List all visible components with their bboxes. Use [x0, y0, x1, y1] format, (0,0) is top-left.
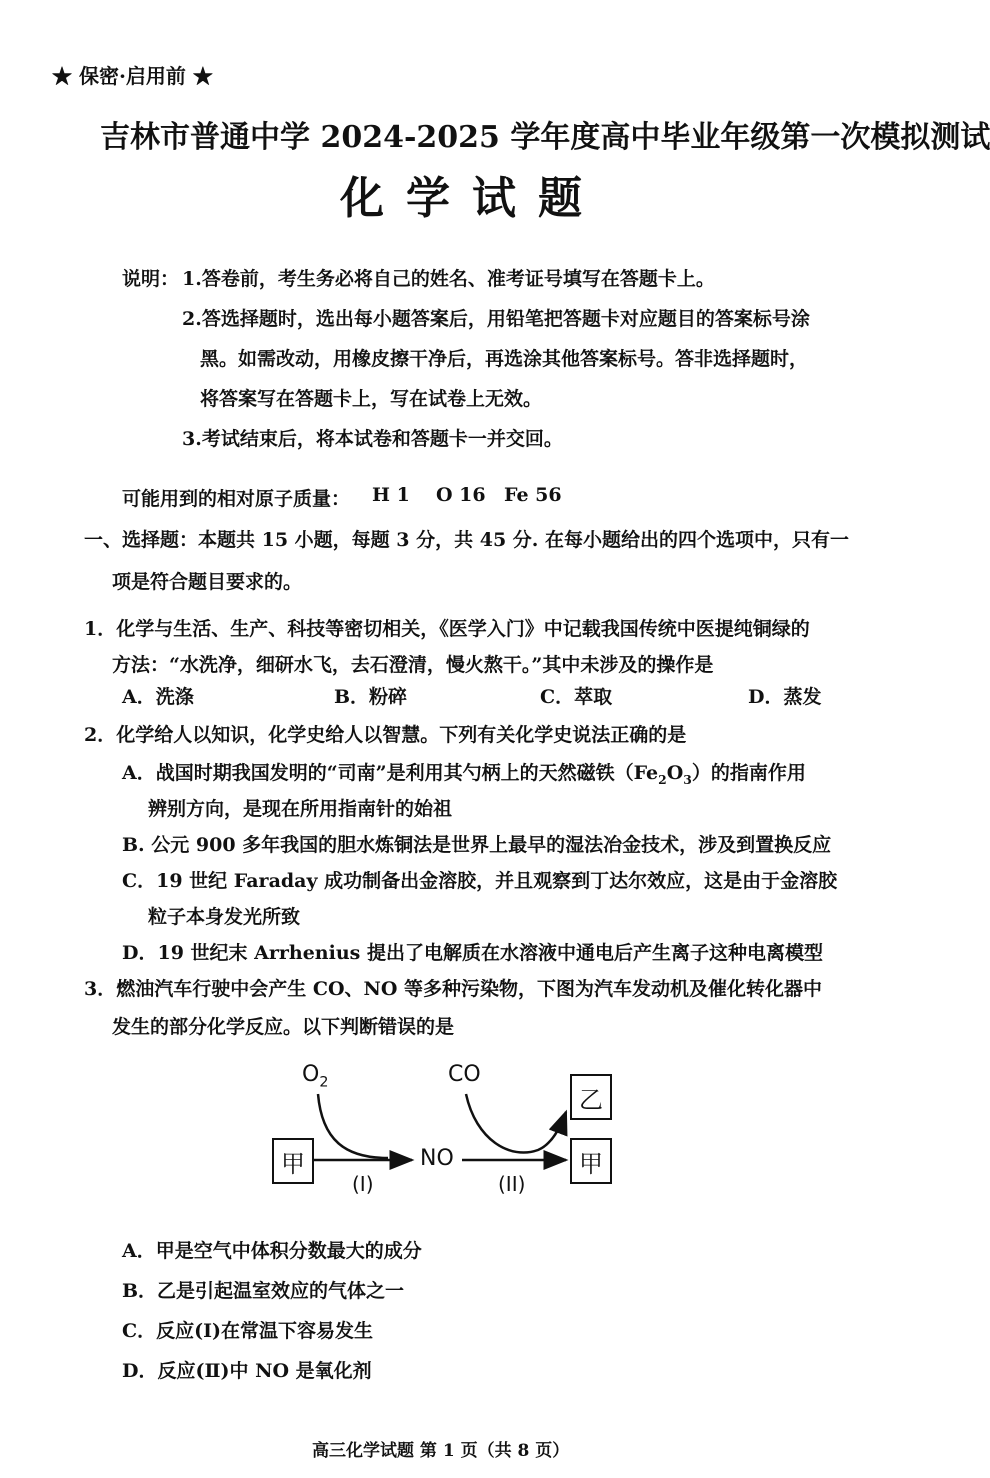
exam-title: 吉林市普通中学 2024-2025 学年度高中毕业年级第一次模拟测试	[100, 120, 990, 155]
atomic-mass-fe: Fe 56	[504, 484, 562, 506]
q3-option-a: A．甲是空气中体积分数最大的成分	[122, 1240, 422, 1262]
q2-option-b: B. 公元 900 多年我国的胆水炼铜法是世界上最早的湿法冶金技术，涉及到置换反应	[122, 834, 832, 856]
o2-label: $O_2$	[302, 1062, 329, 1091]
q3-option-c: C．反应(Ⅰ)在常温下容易发生	[122, 1320, 373, 1342]
q2-option-a: A．战国时期我国发明的“司南”是利用其勺柄上的天然磁铁$(Fe_2O_3)$的指南作用	[122, 762, 806, 787]
q3-stem-cont: 发生的部分化学反应。以下判断错误的是	[112, 1016, 455, 1038]
atomic-mass-h: H 1	[372, 484, 410, 506]
instruction-item-3: 3.考试结束后，将本试卷和答题卡一并交回。	[182, 428, 563, 450]
q2-option-c-cont: 粒子本身发光所致	[148, 906, 301, 928]
q3-option-d: D．反应(Ⅱ)中 NO 是氧化剂	[122, 1360, 372, 1382]
q3-option-b: B．乙是引起温室效应的气体之一	[122, 1280, 405, 1302]
jia-box-right: 甲	[570, 1138, 612, 1184]
q3-stem: 3．燃油汽车行驶中会产生 CO、NO 等多种污染物，下图为汽车发动机及催化转化器中	[84, 978, 823, 1000]
subject-title: 化学试题	[340, 173, 604, 224]
q1-option-a: A．洗涤	[122, 686, 194, 708]
q1-stem-cont: 方法：“水洗净，细研水飞，去石澄清，慢火熬干。”其中未涉及的操作是	[112, 654, 714, 676]
q2-option-c: C．19 世纪 Faraday 成功制备出金溶胶，并且观察到丁达尔效应，这是由于金溶胶	[122, 870, 838, 892]
jia-box-left: 甲	[272, 1138, 314, 1184]
q2-stem: 2．化学给人以知识，化学史给人以智慧。下列有关化学史说法正确的是	[84, 724, 687, 746]
section1-heading-cont: 项是符合题目要求的。	[112, 571, 303, 593]
page-footer: 高三化学试题 第 1 页（共 8 页）	[312, 1441, 570, 1461]
reaction-2-label: (II)	[498, 1172, 526, 1196]
instruction-item-2: 2.答选择题时，选出每小题答案后，用铅笔把答题卡对应题目的答案标号涂	[182, 308, 810, 330]
instruction-item-2-end: 将答案写在答题卡上，写在试卷上无效。	[200, 388, 543, 410]
instructions-label: 说明：	[122, 268, 180, 290]
q1-option-b: B．粉碎	[334, 686, 408, 708]
instruction-item-1: 1.答卷前，考生务必将自己的姓名、准考证号填写在答题卡上。	[182, 268, 715, 290]
q1-option-d: D．蒸发	[748, 686, 822, 708]
reaction-1-label: (I)	[352, 1172, 374, 1196]
q2-option-d: D．19 世纪末 Arrhenius 提出了电解质在水溶液中通电后产生离子这种电离模型	[122, 942, 823, 964]
atomic-mass-o: O 16	[436, 484, 486, 506]
q2-option-a-cont: 辨别方向，是现在所用指南针的始祖	[148, 798, 453, 820]
section1-heading: 一、选择题：本题共 15 小题，每题 3 分，共 45 分. 在每小题给出的四个选项中，只有一	[84, 529, 850, 551]
co-to-yi-curve	[466, 1094, 566, 1153]
co-label: CO	[448, 1062, 481, 1087]
no-label: NO	[420, 1146, 454, 1171]
q1-option-c: C．萃取	[540, 686, 613, 708]
o2-input-curve	[318, 1094, 388, 1158]
instruction-item-2-cont: 黑。如需改动，用橡皮擦干净后，再选涂其他答案标号。答非选择题时，	[200, 348, 809, 370]
confidential-label: ★ 保密·启用前 ★	[52, 64, 213, 88]
atomic-mass-label: 可能用到的相对原子质量：	[122, 488, 351, 510]
yi-box: 乙	[570, 1074, 612, 1120]
q1-stem: 1．化学与生活、生产、科技等密切相关，《医学入门》中记载我国传统中医提纯铜绿的	[84, 618, 810, 640]
